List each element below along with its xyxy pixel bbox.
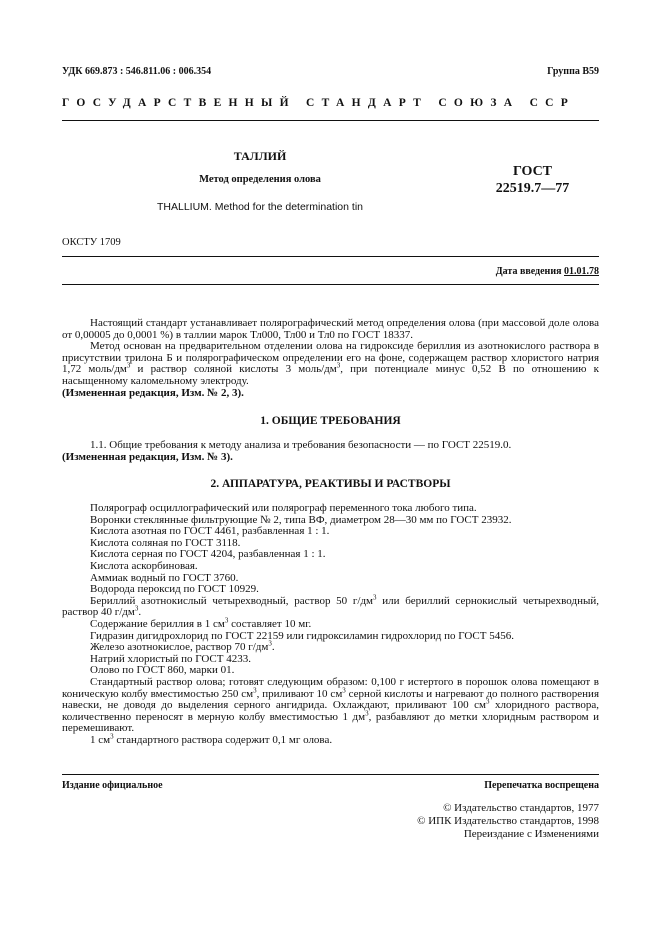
item-polarograph: Полярограф осциллографический или полярограф переменного тока любого типа. — [90, 502, 477, 514]
item-sodium-chloride: Натрий хлористый по ГОСТ 4233. — [90, 652, 251, 665]
intro-amendment: (Измененная редакция, Изм. № 2, 3). — [62, 386, 244, 399]
item-ascorbic-acid: Кислота аскорбиновая. — [90, 559, 198, 572]
item-ammonia: Аммиак водный по ГОСТ 3760. — [90, 571, 239, 584]
intro-date — [496, 266, 599, 277]
item-beryllium-content: Содержание бериллия в 1 $см^3$ составляет 10 мг. — [90, 616, 312, 630]
copyright-1977: © Издательство стандартов, 1977 — [443, 802, 599, 814]
item-funnels: Воронки стеклянные фильтрующие № 2, типа ВФ, диаметром 28—30 мм по ГОСТ 23932. — [90, 513, 512, 526]
reissue-note: Переиздание с Изменениями — [463, 828, 599, 840]
oksty-code: ОКСТУ 1709 — [62, 237, 121, 248]
item-tin: Олово по ГОСТ 860, марки 01. — [90, 664, 235, 677]
official-edition: Издание официальное — [62, 780, 163, 791]
section-1-heading: 1. ОБЩИЕ ТРЕБОВАНИЯ — [260, 415, 401, 427]
section-2-body — [62, 503, 599, 746]
reprint-prohibited: Перепечатка воспрещена — [484, 780, 599, 791]
item-hydrochloric-acid: Кислота соляная по ГОСТ 3118. — [90, 536, 241, 549]
intro-date-label: Дата введения — [495, 266, 562, 277]
item-beryllium: Бериллий азотнокислый четырехводный, раствор 50 $г/дм^3$ или бериллий сернокислый четырехводный, раствор 40 $г/дм^3$. — [62, 593, 599, 619]
intro-paragraph-1: Настоящий стандарт устанавливает полярографический метод определения олова (при массовой доле олова от 0,00005 до 0,0001 %) в таллии марок Тл000, Тл00 и Тл0 по ГОСТ 18337. — [62, 317, 599, 341]
section-1-amendment: (Измененная редакция, Изм. № 3). — [62, 450, 233, 463]
date-rule — [62, 284, 599, 285]
group-code: Группа В59 — [547, 66, 599, 77]
clause-1-1: 1.1. Общие требования к методу анализа и требования безопасности — по ГОСТ 22519.0. — [90, 439, 512, 451]
header-rule — [62, 120, 599, 121]
item-standard-solution: Стандартный раствор олова; готовят следующим образом: 0,100 г истертого в порошок олова помещают в коническую колбу вместимостью 250 $см^3$, приливают 10 $см^3$ серной кислоты и нагревают до полного растворения навески, не доводя до выделения серного ангидрида. Охлаждают, приливают 100 $см^3$ хлоридного раствора, количественно переносят в мерную колбу вместимостью 1 $дм^3$, разбавляют до метки хлоридным раствором и перемешивают. — [62, 675, 600, 735]
udk-code: УДК 669.873 : 546.811.06 : 006.354 — [62, 66, 212, 77]
intro-paragraph-2: Метод основан на предварительном отделении олова на гидроксиде бериллия из азотнокислого раствора в присутствии трилона Б и полярографическом определении его на фоне, содержащем раствор хлористого натрия 1,72 моль/$дм^3$ и раствор соляной кислоты 3 моль/$дм^3$, при потенциале минус 0,52 В по отношению к насыщенному каломельному электроду. — [62, 340, 599, 387]
item-nitric-acid: Кислота азотная по ГОСТ 4461, разбавленная 1 : 1. — [90, 525, 330, 538]
gost-label: ГОСТ — [512, 164, 553, 179]
section-2-heading: 2. АППАРАТУРА, РЕАКТИВЫ И РАСТВОРЫ — [210, 478, 451, 490]
copyright-1998: © ИПК Издательство стандартов, 1998 — [417, 815, 599, 827]
item-iron-nitrate: Железо азотнокислое, раствор 70 $г/дм^3$. — [90, 639, 275, 654]
copyright-block — [417, 802, 599, 841]
intro-date-value: 01.01.78 — [564, 266, 599, 277]
item-sulfuric-acid: Кислота серная по ГОСТ 4204, разбавленная 1 : 1. — [90, 548, 326, 561]
oksty-rule — [62, 256, 599, 257]
doc-title: ТАЛЛИЙ — [233, 149, 287, 163]
footer-rule — [62, 774, 599, 775]
gost-number: 22519.7—77 — [495, 181, 570, 196]
item-hydrogen-peroxide: Водорода пероксид по ГОСТ 10929. — [90, 583, 259, 596]
item-standard-content: 1 $см^3$ стандартного раствора содержит 0,1 мг олова. — [90, 732, 333, 746]
doc-english-title: THALLIUM. Method for the determination tin — [156, 201, 363, 213]
standard-banner: ГОСУДАРСТВЕННЫЙ СТАНДАРТ СОЮЗА ССР — [62, 97, 576, 109]
doc-subtitle: Метод определения олова — [199, 174, 321, 185]
intro-block — [62, 318, 599, 399]
section-1-body — [62, 440, 599, 463]
item-hydrazine: Гидразин дигидрохлорид по ГОСТ 22159 или гидроксиламин гидрохлорид по ГОСТ 5456. — [90, 629, 514, 642]
